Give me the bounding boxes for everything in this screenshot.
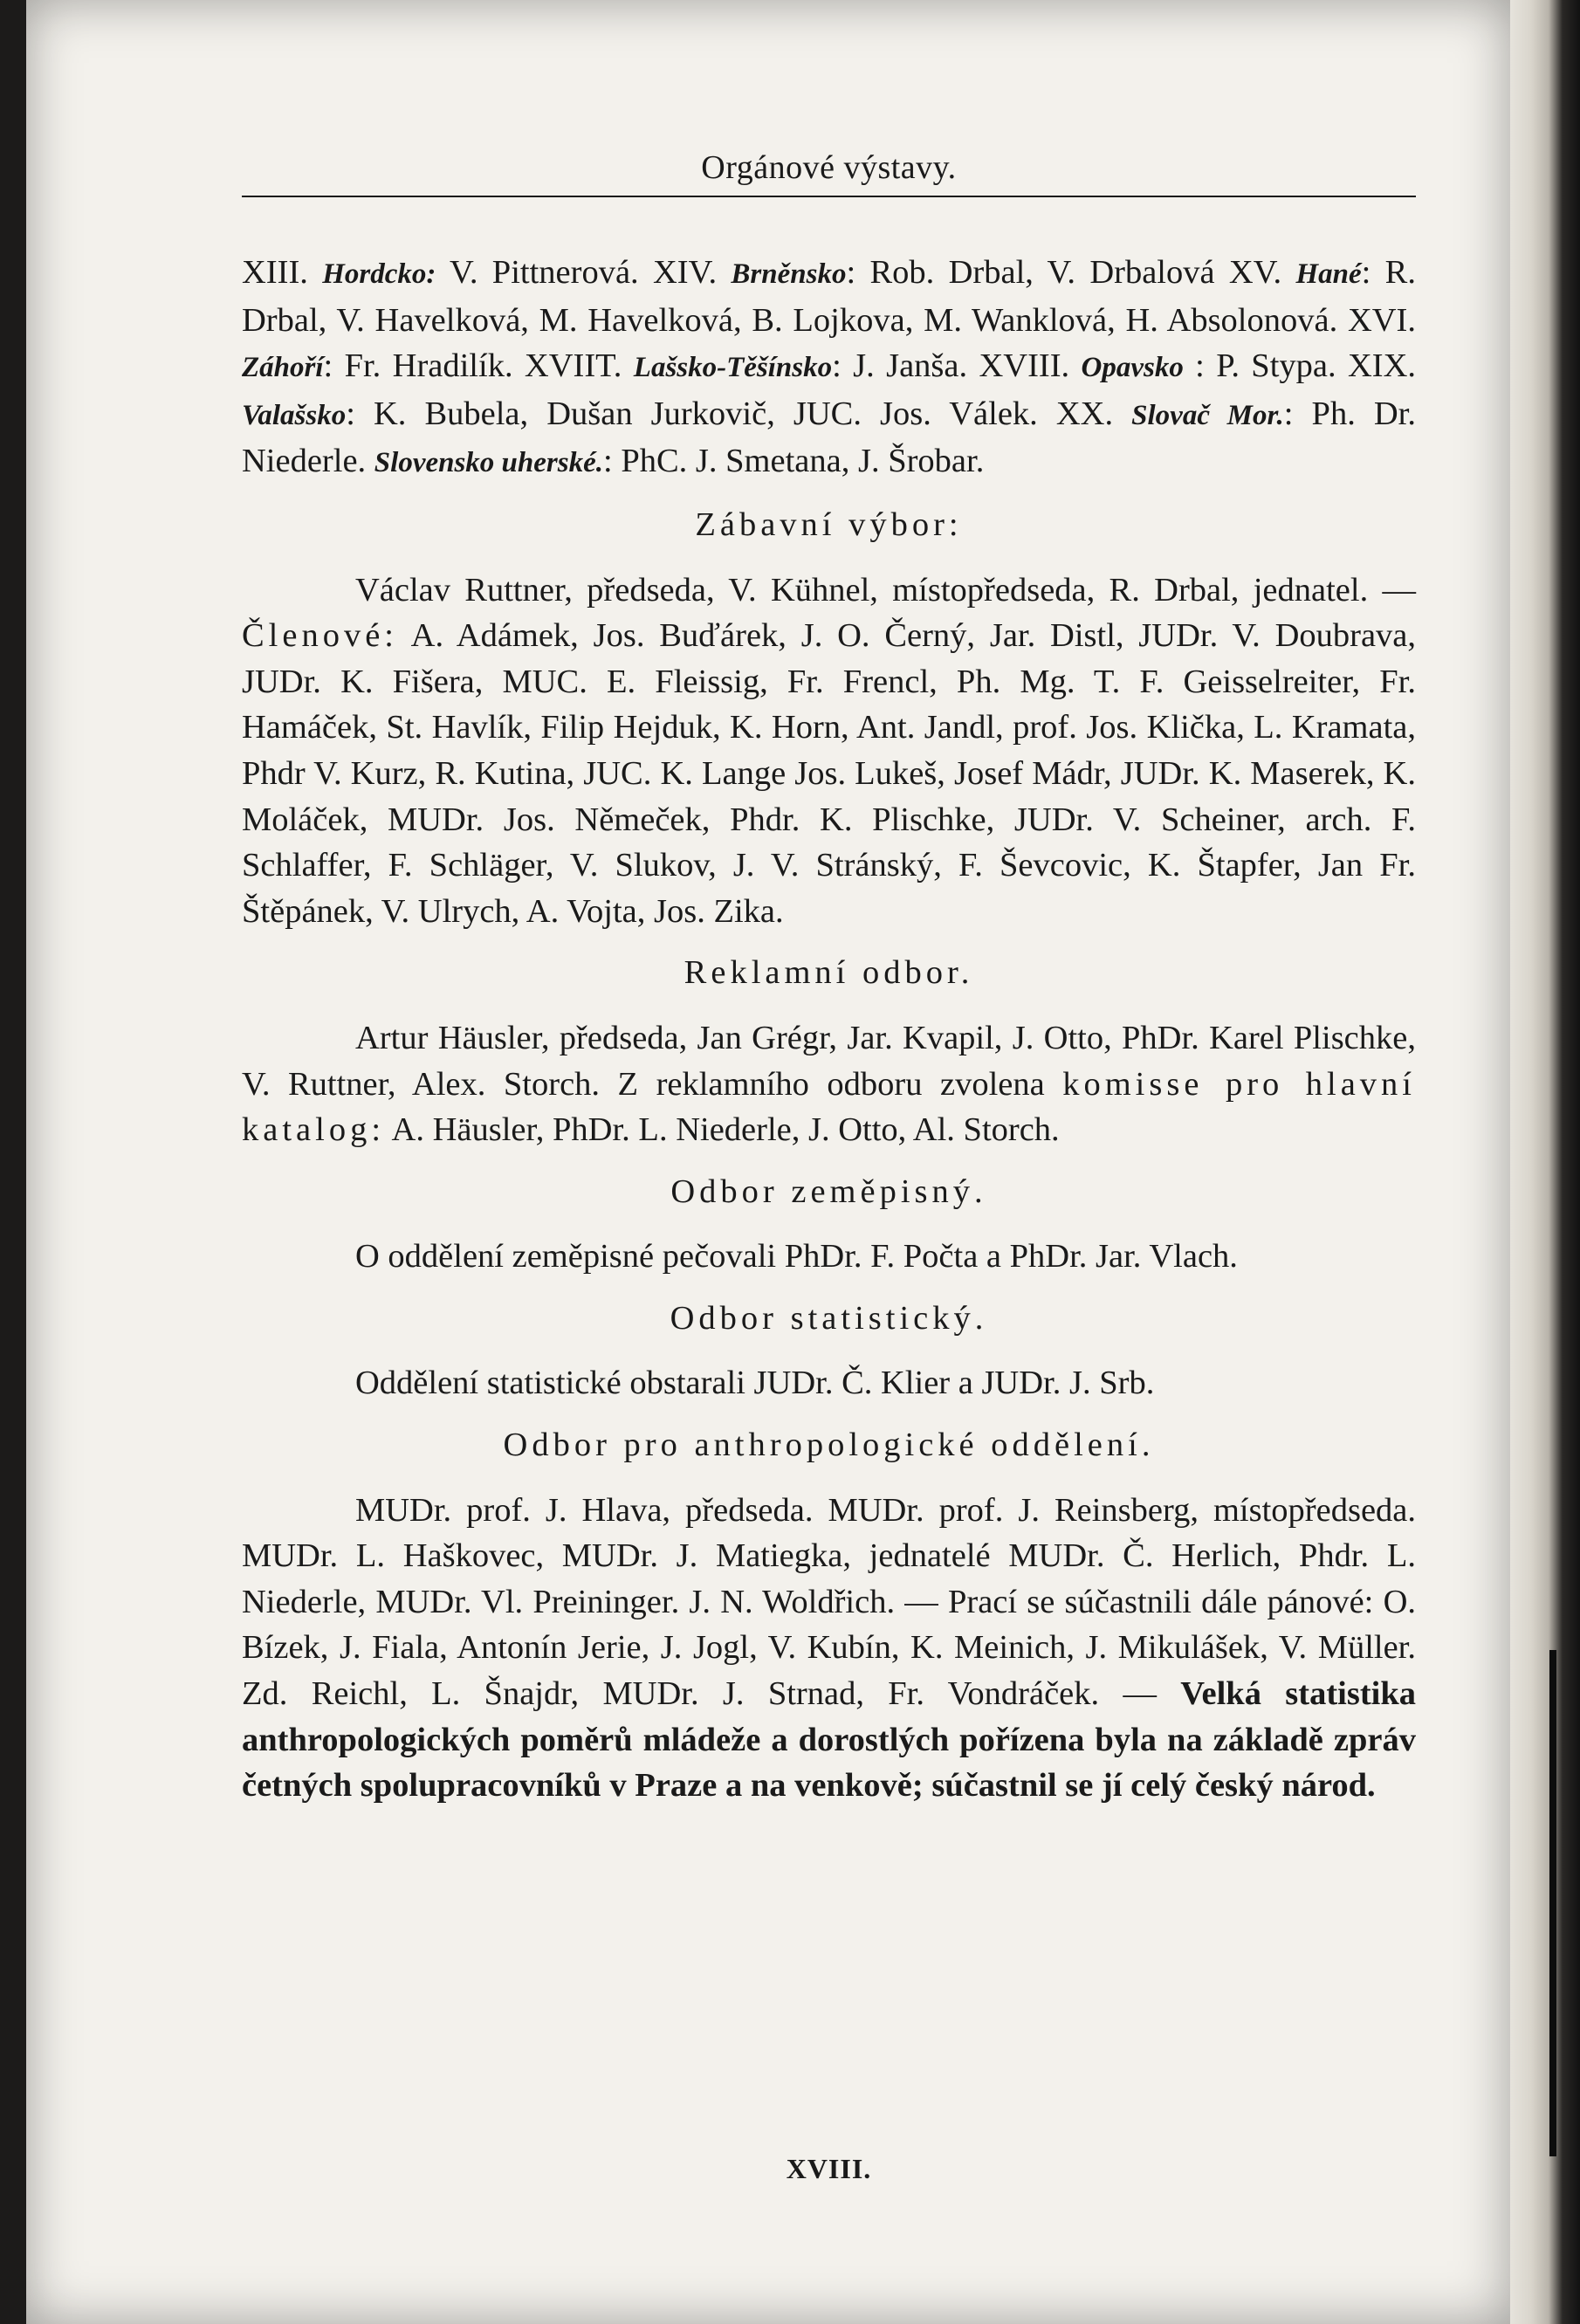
- spaced-emphasis: Členové:: [242, 617, 398, 655]
- text-run: : K. Bubela, Dušan Jurkovič, JUC. Jos. Válek. XX.: [346, 395, 1132, 432]
- paragraph-entertainment-committee: [242, 567, 1416, 935]
- region-name: Hordcko:: [322, 258, 436, 290]
- region-name: Opavsko: [1081, 352, 1184, 384]
- text-run: : R. Drbal, V. Havelková, M. Havelková, B. Lojkova, M. Wanklová, H. Absolonová. XVI.: [242, 254, 1416, 339]
- text-run: : Ph. Dr. Niederle.: [242, 395, 1417, 480]
- page-edge: [1510, 0, 1580, 2324]
- body-text: [242, 250, 1416, 1809]
- text-run: : Rob. Drbal, V. Drbalová XV.: [846, 254, 1296, 291]
- text-run: Václav Ruttner, předseda, V. Kühnel, místopředseda, R. Drbal, jednatel. —: [355, 571, 1416, 609]
- heading-advertising-department: Reklamní odbor.: [684, 954, 974, 992]
- text-run: Artur Häusler, předseda, Jan Grégr, Jar. Kvapil, J. Otto, PhDr. Karel Plischke, V. Ruttner, Alex. Storch. Z reklamního odboru zvolena: [242, 1019, 1416, 1103]
- binding-edge-stripe: [1549, 1650, 1556, 2156]
- paragraph-geography-department: O oddělení zeměpisné pečovali PhDr. F. Počta a PhDr. Jar. Vlach.: [355, 1238, 1238, 1275]
- region-name: Záhoří: [242, 352, 324, 384]
- region-name: Slovensko uherské.: [374, 447, 603, 479]
- heading-anthropology-department: Odbor pro anthropologické oddělení.: [503, 1427, 1155, 1464]
- header-rule: [242, 196, 1416, 197]
- region-name: Brněnsko: [731, 258, 847, 290]
- paragraph-statistics-department: Oddělení statistické obstarali JUDr. Č. Klier a JUDr. J. Srb.: [355, 1365, 1155, 1402]
- page-number: XVIII.: [786, 2153, 872, 2184]
- text-run: A. Adámek, Jos. Buďárek, J. O. Černý, Jar. Distl, JUDr. V. Doubrava, JUDr. K. Fišera, MUC. E. Fleissig, Fr. Frencl, Ph. Mg. T. F. Geisselreiter, Fr. Hamáček, St. Havlík, Filip Hejduk, K. Horn, Ant. Jandl, prof. Jos. Klička, L. Kramata, Phdr V. Kurz, R. Kutina, JUC. K. Lange Jos. Lukeš, Josef Mádr, JUDr. K. Maserek, K. Moláček, MUDr. Jos. Němeček, Phdr. K. Plischke, JUDr. V. Scheiner, arch. F. Schlaffer, F. Schläger, V. Slukov, J. V. Stránský, F. Ševcovic, K. Štapfer, Jan Fr. Štěpánek, V. Ulrych, A. Vojta, Jos. Zika.: [242, 617, 1416, 930]
- running-head: Orgánové výstavy.: [701, 149, 957, 186]
- text-run: MUDr. prof. J. Hlava, předseda. MUDr. prof. J. Reinsberg, místopředseda. MUDr. L. Haškovec, MUDr. J. Matiegka, jednatelé MUDr. Č. Herlich, Phdr. L. Niederle, MUDr. Vl. Preininger. J. N. Woldřich. — Prací se súčastnili dále pánové: O. Bízek, J. Fiala, Antonín Jerie, J. Jogl, V. Kubín, K. Meinich, J. Mikulášek, V. Müller. Zd. Reichl, L. Šnajdr, MUDr. J. Strnad, Fr. Vondráček. —: [242, 1491, 1416, 1713]
- paragraph-advertising-department: [242, 1015, 1416, 1153]
- text-run: V. Pittnerová. XIV.: [436, 254, 732, 291]
- region-name: Lašsko-Těšínsko: [633, 352, 833, 384]
- text-run: A. Häusler, PhDr. L. Niederle, J. Otto, Al. Storch.: [385, 1111, 1060, 1149]
- region-name: Valašsko: [242, 399, 347, 431]
- bold-emphasis: Velká statistika anthropologických poměrů mládeže a dorostlých pořízena byla na základě zpráv četných spolupracovníků v Praze a na venkově; súčastnil se jí celý český národ.: [242, 1675, 1416, 1805]
- spaced-emphasis: komisse pro hlavní katalog:: [242, 1065, 1417, 1149]
- heading-statistics-department: Odbor statistický.: [670, 1299, 988, 1337]
- text-run: XIII.: [242, 254, 323, 291]
- heading-entertainment-committee: Zábavní výbor:: [695, 505, 963, 543]
- region-name: Hané: [1295, 258, 1362, 290]
- text-run: : P. Stypa. XIX.: [1183, 347, 1417, 385]
- text-run: : PhC. J. Smetana, J. Šrobar.: [603, 443, 985, 480]
- paragraph-regional-committees: [242, 250, 1416, 486]
- region-name: Slovač Mor.: [1131, 399, 1284, 431]
- text-run: : Fr. Hradilík. XVIIT.: [323, 347, 634, 385]
- text-run: : J. Janša. XVIII.: [832, 347, 1082, 385]
- heading-geography-department: Odbor zeměpisný.: [670, 1172, 987, 1210]
- paragraph-anthropology-department: [242, 1488, 1416, 1809]
